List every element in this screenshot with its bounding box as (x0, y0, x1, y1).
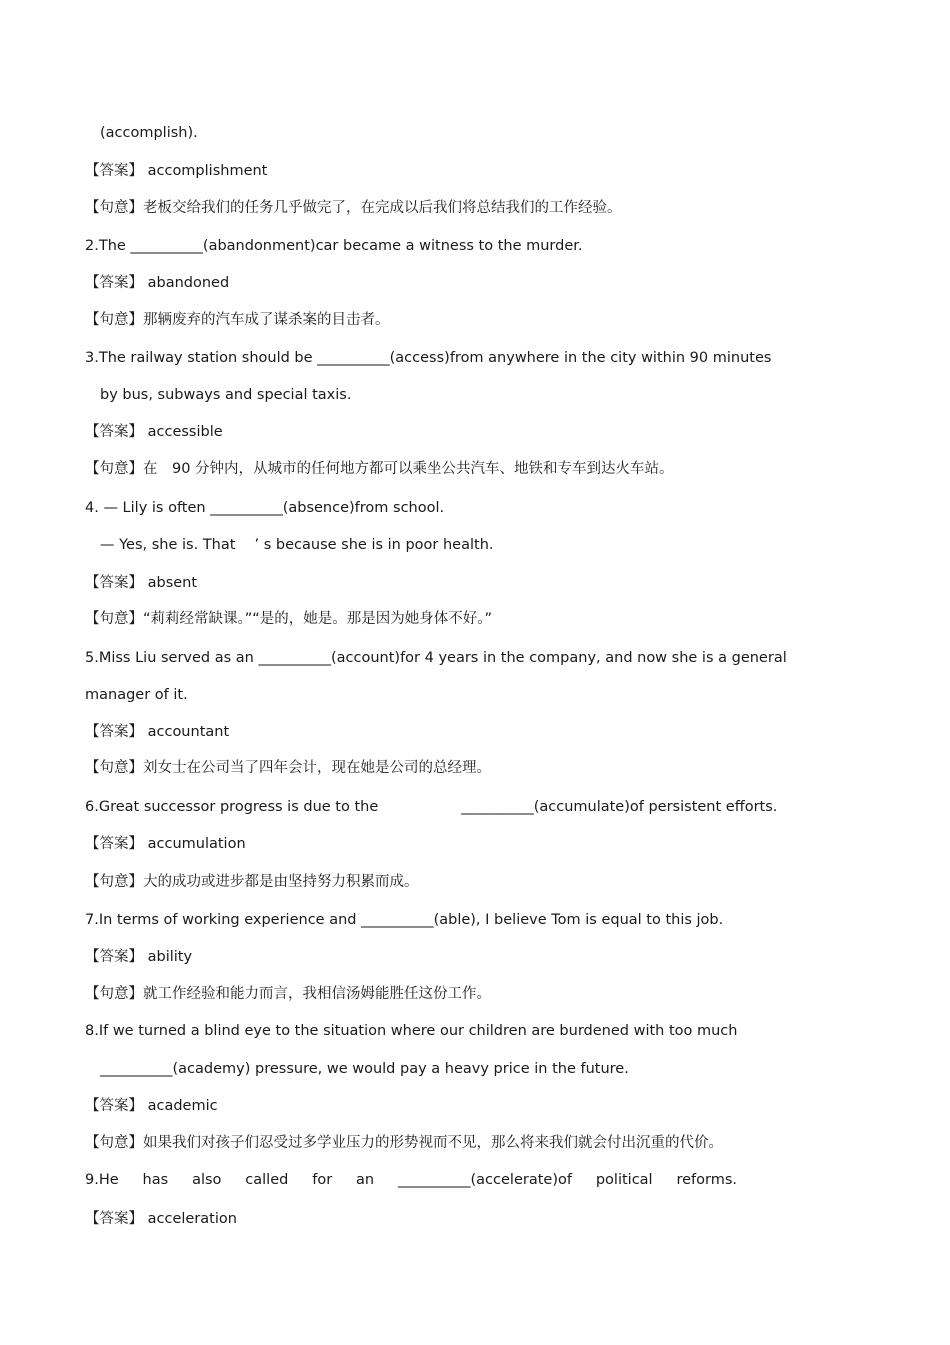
meaning-line: 【句意】就工作经验和能力而言，我相信汤姆能胜任这份工作。 (85, 986, 491, 1002)
question-line: 7.In terms of working experience and __________(able), I believe Tom is equal to this job. (85, 912, 724, 928)
question-continuation: by bus, subways and special taxis. (100, 387, 352, 403)
meaning-line: 【句意】那辆废弃的汽车成了谋杀案的目击者。 (85, 312, 390, 328)
question-line: 6.Great successor progress is due to the __________(accumulate)of persistent efforts. (85, 799, 778, 815)
question-line: 5.Miss Liu served as an __________(account)for 4 years in the company, and now she is a general (85, 650, 787, 666)
meaning-line: 【句意】“莉莉经常缺课。”“是的，她是。那是因为她身体不好。” (85, 611, 493, 627)
question-line: 8.If we turned a blind eye to the situation where our children are burdened with too much (85, 1023, 738, 1039)
answer-line: 【答案】 accessible (85, 424, 223, 440)
question-line: 9.He has also called for an __________(accelerate)of political reforms. (85, 1172, 737, 1188)
question-continuation: __________(academy) pressure, we would pay a heavy price in the future. (100, 1061, 629, 1077)
answer-line: 【答案】 abandoned (85, 275, 230, 291)
meaning-line: 【句意】大的成功或进步都是由坚持努力积累而成。 (85, 874, 419, 890)
question-continuation: manager of it. (85, 687, 188, 703)
answer-line: 【答案】 acceleration (85, 1211, 237, 1227)
answer-line: 【答案】 accumulation (85, 836, 246, 852)
answer-line: 【答案】 academic (85, 1098, 218, 1114)
meaning-line: 【句意】如果我们对孩子们忍受过多学业压力的形势视而不见，那么将来我们就会付出沉重的代价。 (85, 1135, 723, 1151)
meaning-line: 【句意】在 90 分钟内，从城市的任何地方都可以乘坐公共汽车、地铁和专车到达火车站。 (85, 461, 674, 477)
answer-line: 【答案】 absent (85, 575, 198, 591)
meaning-line: 【句意】刘女士在公司当了四年会计，现在她是公司的总经理。 (85, 760, 491, 776)
question-line: 2.The __________(abandonment)car became a witness to the murder. (85, 238, 583, 254)
question-line: 3.The railway station should be __________(access)from anywhere in the city within 90 minutes (85, 350, 772, 366)
question-line: 4. — Lily is often __________(absence)from school. (85, 500, 445, 516)
text-line: (accomplish). (100, 125, 198, 141)
question-continuation: — Yes, she is. That ’ s because she is in poor health. (100, 537, 494, 553)
answer-line: 【答案】 ability (85, 949, 193, 965)
meaning-line: 【句意】老板交给我们的任务几乎做完了，在完成以后我们将总结我们的工作经验。 (85, 200, 622, 216)
answer-line: 【答案】 accountant (85, 724, 230, 740)
answer-line: 【答案】 accomplishment (85, 163, 268, 179)
